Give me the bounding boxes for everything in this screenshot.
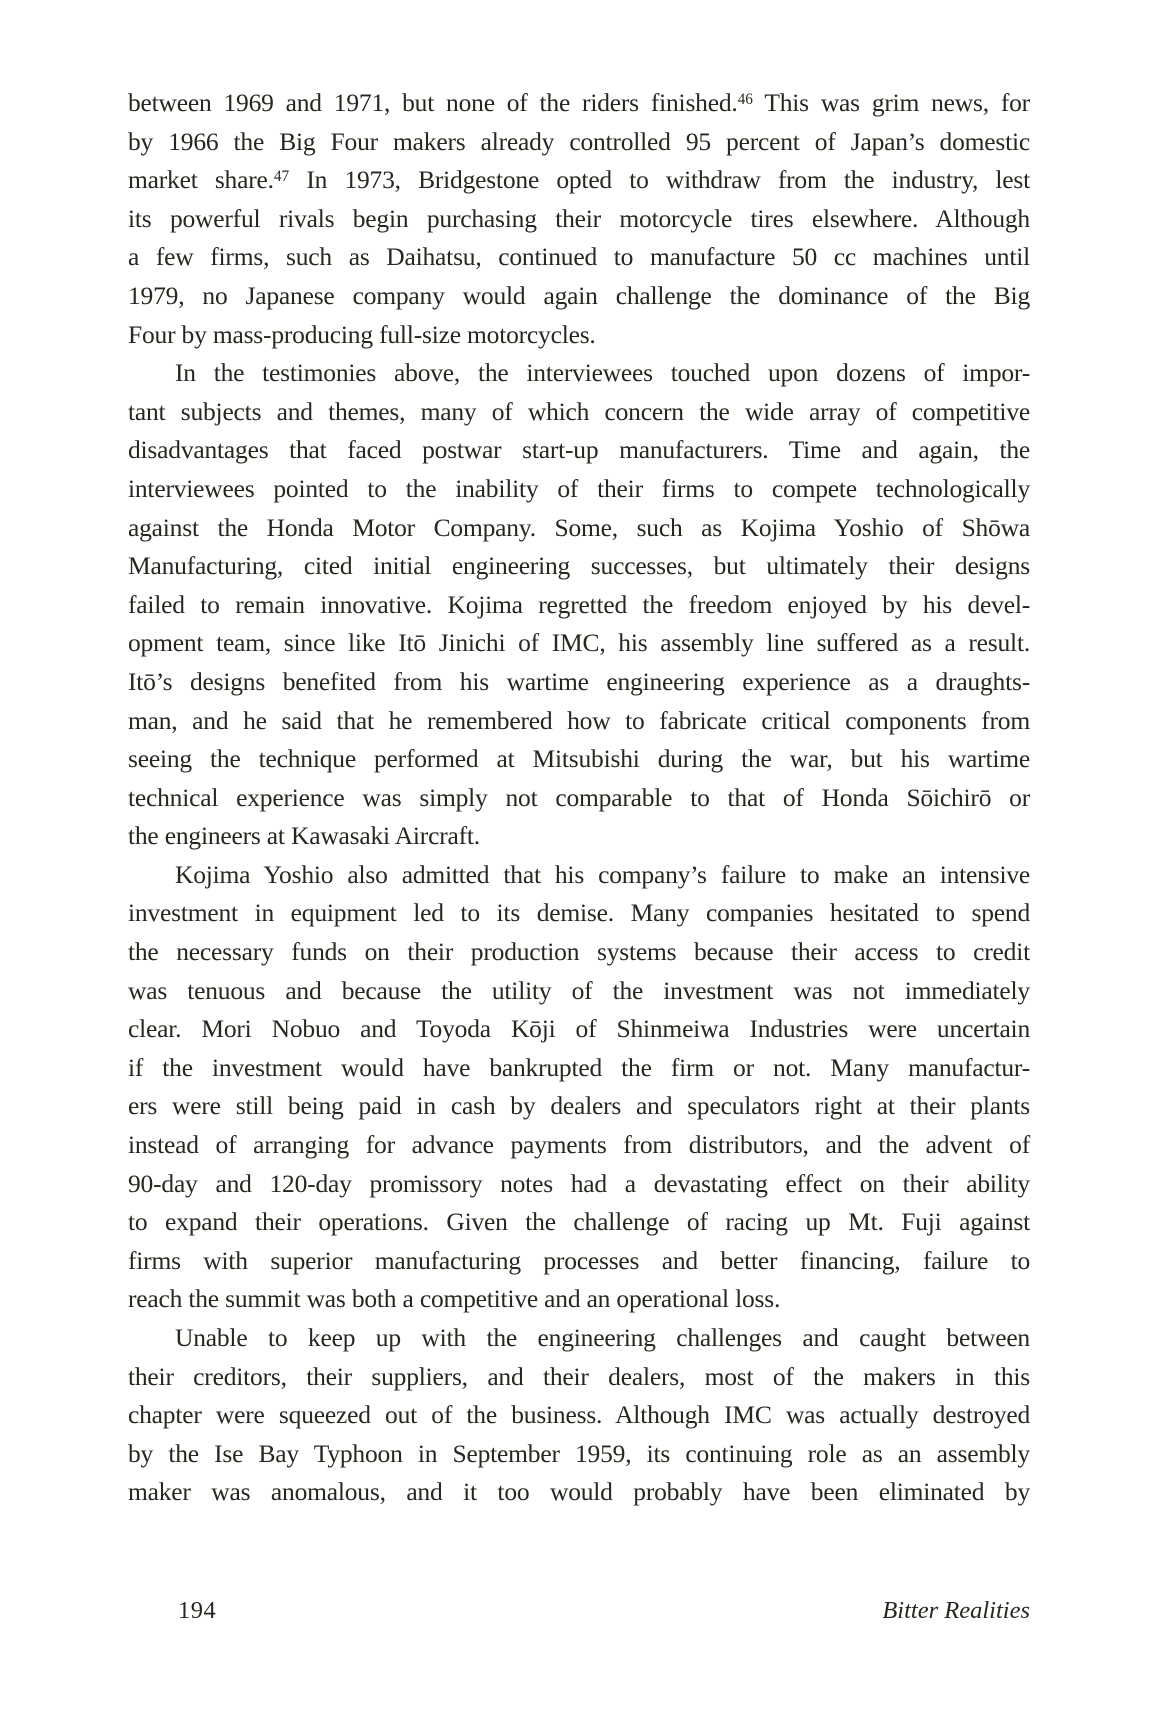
- text-line: technical experience was simply not comparable to that of Honda Sōichirō or: [128, 782, 1030, 812]
- text-line: by 1966 the Big Four makers already controlled 95 percent of Japan’s domestic: [128, 126, 1030, 156]
- text-line: 1979, no Japanese company would again challenge the dominance of the Big: [128, 280, 1030, 310]
- page-text: [128, 84, 1030, 1512]
- text-line: seeing the technique performed at Mitsubishi during the war, but his wartime: [128, 744, 1030, 774]
- text-line: investment in equipment led to its demise. Many companies hesitated to spend: [128, 898, 1030, 928]
- text-line: their creditors, their suppliers, and their dealers, most of the makers in this: [128, 1361, 1030, 1391]
- footnote-marker: 46: [737, 90, 753, 108]
- paragraph: [128, 354, 1030, 856]
- text-line: against the Honda Motor Company. Some, such as Kojima Yoshio of Shōwa: [128, 512, 1030, 542]
- footer: [128, 1594, 1030, 1628]
- text-line: chapter were squeezed out of the business. Although IMC was actually destroyed: [128, 1400, 1030, 1430]
- text-line: market share.$^{47}$ In 1973, Bridgestone opted to withdraw from the industry, lest: [128, 165, 1031, 195]
- text-line: clear. Mori Nobuo and Toyoda Kōji of Shinmeiwa Industries were uncertain: [128, 1014, 1030, 1044]
- text-line: Kojima Yoshio also admitted that his company’s failure to make an intensive: [175, 859, 1030, 889]
- page-number: 194: [178, 1597, 217, 1624]
- text-line: disadvantages that faced postwar start-up manufacturers. Time and again, the: [128, 435, 1030, 465]
- text-line: interviewees pointed to the inability of their firms to compete technologically: [128, 473, 1030, 503]
- text-line: maker was anomalous, and it too would probably have been eliminated by: [128, 1477, 1030, 1507]
- text-line: reach the summit was both a competitive and an operational loss.: [128, 1284, 781, 1314]
- paragraph: [128, 856, 1030, 1319]
- text-line: 90-day and 120-day promissory notes had a devastating effect on their ability: [128, 1168, 1030, 1198]
- text-line: Itō’s designs benefited from his wartime engineering experience as a draughts-: [128, 666, 1030, 696]
- text-line: Four by mass-producing full-size motorcycles.: [128, 319, 596, 349]
- paragraph: [128, 1319, 1030, 1512]
- text-line: In the testimonies above, the interviewees touched upon dozens of impor-: [175, 358, 1030, 388]
- text-line: was tenuous and because the utility of the investment was not immediately: [128, 975, 1030, 1005]
- text-line: man, and he said that he remembered how to fabricate critical components from: [128, 705, 1030, 735]
- text-line: Manufacturing, cited initial engineering successes, but ultimately their designs: [128, 551, 1030, 581]
- text-line: the engineers at Kawasaki Aircraft.: [128, 821, 480, 851]
- running-title: Bitter Realities: [882, 1597, 1030, 1624]
- text-line: firms with superior manufacturing processes and better financing, failure to: [128, 1245, 1030, 1275]
- text-line: a few firms, such as Daihatsu, continued to manufacture 50 cc machines until: [128, 242, 1030, 272]
- text-line: instead of arranging for advance payments from distributors, and the advent of: [128, 1130, 1030, 1160]
- text-line: between 1969 and 1971, but none of the riders finished.$^{46}$ This was grim news, for: [128, 88, 1030, 117]
- text-line: opment team, since like Itō Jinichi of IMC, his assembly line suffered as a result.: [128, 628, 1030, 658]
- text-line: if the investment would have bankrupted the firm or not. Many manufactur-: [128, 1052, 1030, 1082]
- text-line: tant subjects and themes, many of which concern the wide array of competitive: [128, 396, 1030, 426]
- text-line: the necessary funds on their production systems because their access to credit: [128, 937, 1030, 967]
- paragraph: [128, 84, 1030, 354]
- text-line: to expand their operations. Given the challenge of racing up Mt. Fuji against: [128, 1207, 1030, 1237]
- text-line: by the Ise Bay Typhoon in September 1959, its continuing role as an assembly: [128, 1438, 1030, 1468]
- footnote-marker: 47: [273, 167, 290, 185]
- text-line: its powerful rivals begin purchasing their motorcycle tires elsewhere. Although: [128, 203, 1030, 233]
- text-line: failed to remain innovative. Kojima regretted the freedom enjoyed by his devel-: [128, 589, 1030, 619]
- text-line: Unable to keep up with the engineering challenges and caught between: [175, 1323, 1030, 1352]
- text-line: ers were still being paid in cash by dealers and speculators right at their plants: [128, 1091, 1030, 1121]
